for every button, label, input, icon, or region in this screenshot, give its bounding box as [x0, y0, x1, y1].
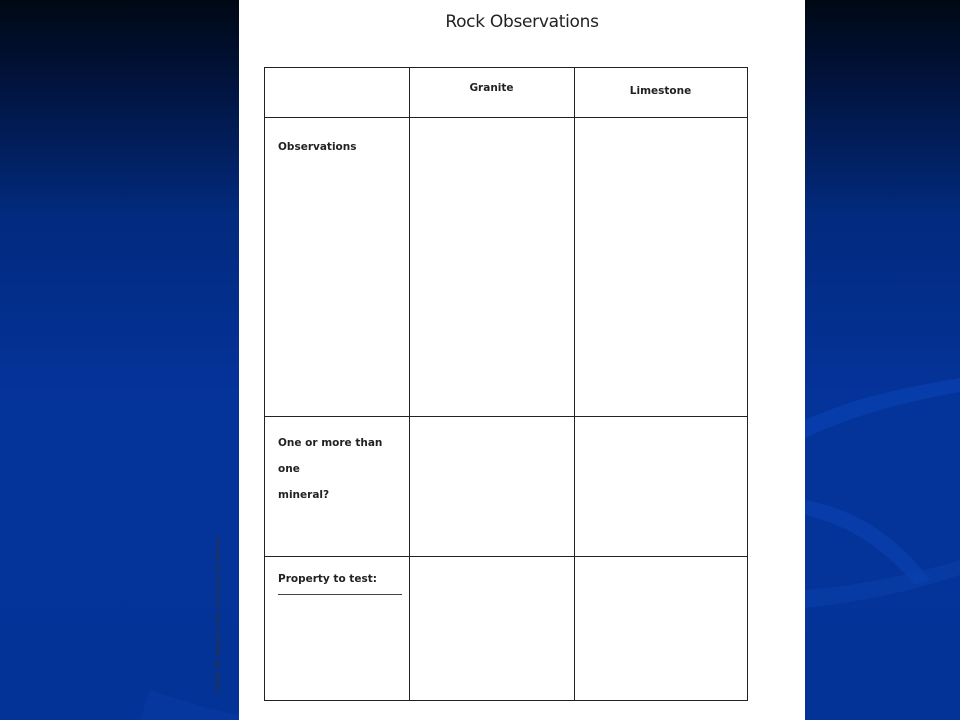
row-label-mineral-count: [278, 430, 403, 508]
worksheet-page: [215, 0, 805, 720]
row-label-property-to-test: [278, 566, 403, 595]
column-header-limestone: Limestone: [629, 85, 692, 97]
cell-granite-property: [410, 557, 574, 700]
row-label-observations: Observations: [278, 141, 357, 153]
observation-table: [264, 67, 748, 701]
row-label-property-text: Property to test:: [278, 573, 377, 585]
cell-limestone-mineral: [575, 417, 747, 556]
cell-limestone-property: [575, 557, 747, 700]
row-label-mineral-line2: mineral?: [278, 489, 330, 501]
cell-limestone-observations: [575, 118, 747, 416]
cell-granite-observations: [410, 118, 574, 416]
column-header-granite: Granite: [469, 82, 514, 94]
cell-granite-mineral: [410, 417, 574, 556]
property-blank-line: [278, 594, 402, 595]
copyright-notice: ©2006 The Regents of the University of California: [215, 535, 222, 694]
worksheet-title: Rock Observations: [445, 12, 599, 32]
row-label-mineral-line1: One or more than one: [278, 437, 383, 475]
